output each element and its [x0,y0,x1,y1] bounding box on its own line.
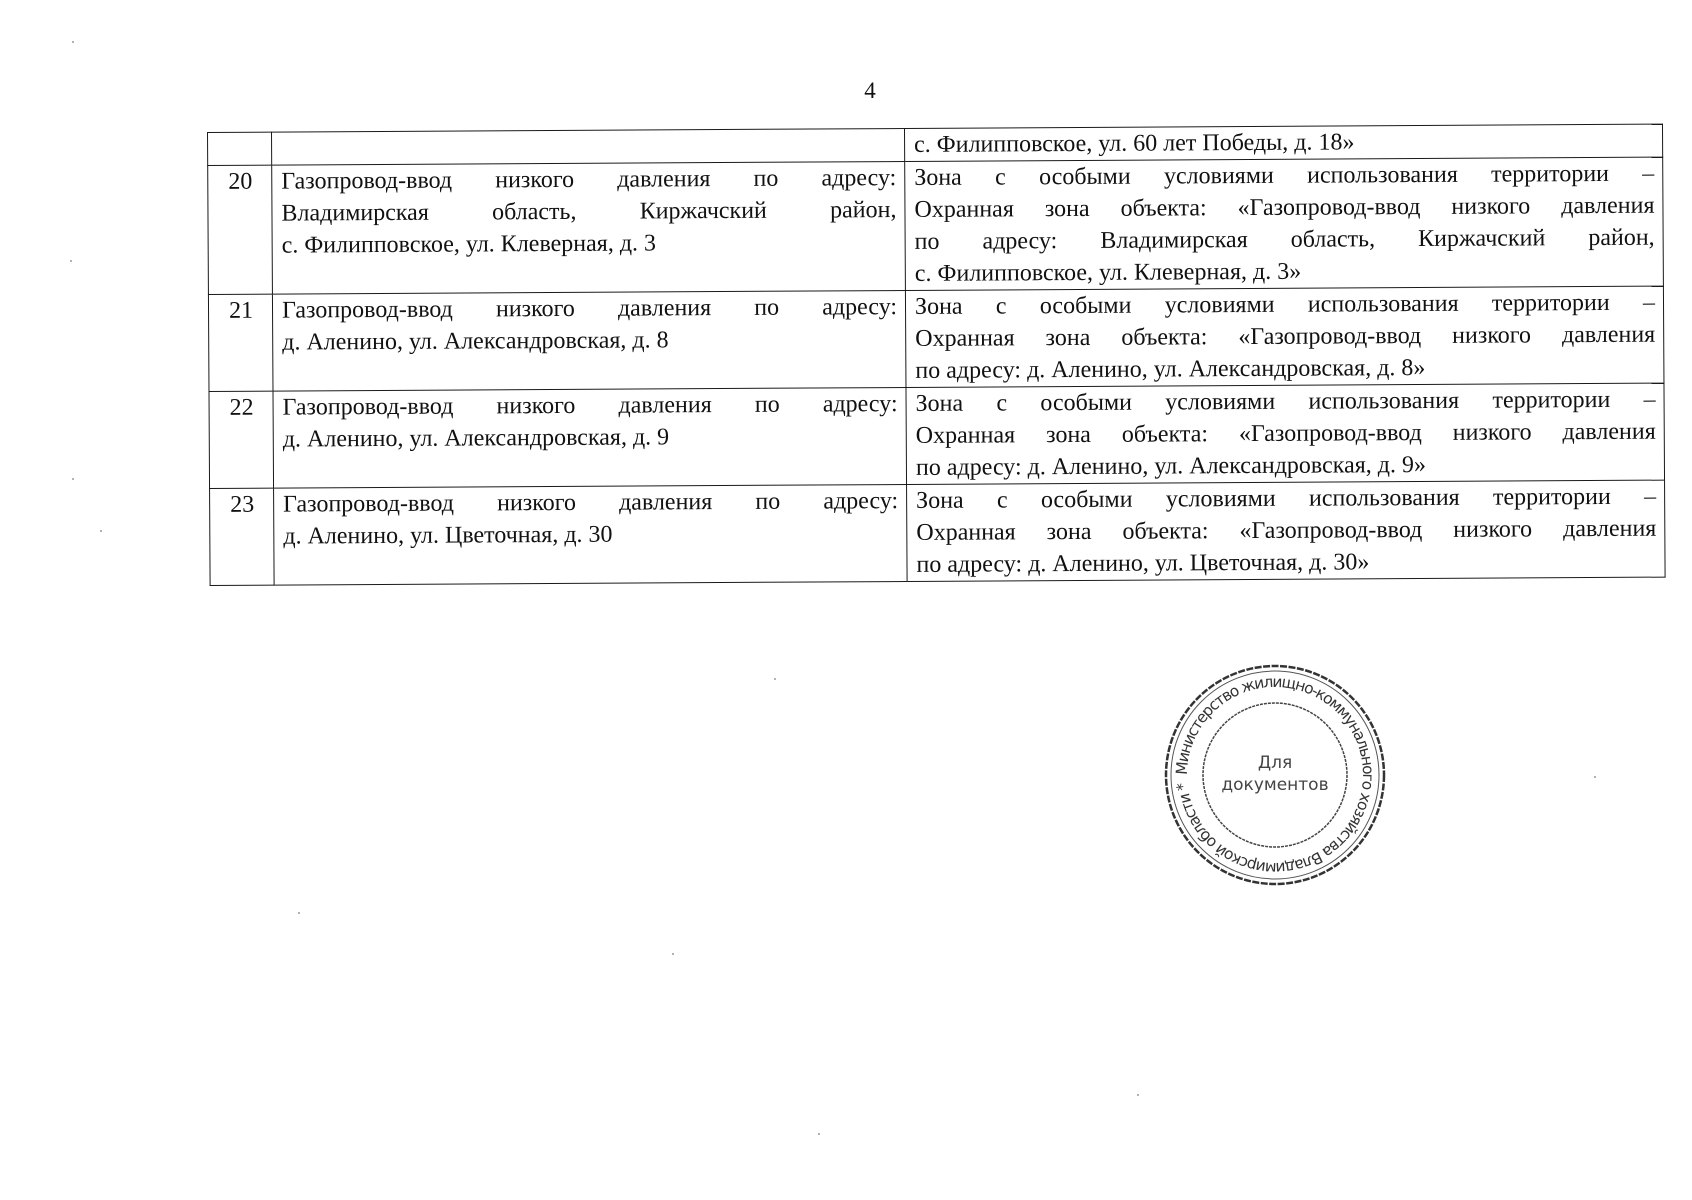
scan-speck [1594,776,1596,778]
object-name-line: д. Аленино, ул. Александровская, д. 9 [282,424,670,453]
row-number: 20 [208,165,273,294]
zone-description-line: Зона с особыми условиями использования территории – [916,483,1657,514]
zone-description-line: Охранная зона объекта: «Газопровод-ввод низкого давления [915,321,1656,352]
table-row [208,286,1664,391]
object-name-cell [272,128,905,165]
row-number [208,132,272,165]
zone-description-line: по адресу: д. Аленино, ул. Александровская, д. 9» [915,451,1427,481]
zone-description-line: Охранная зона объекта: «Газопровод-ввод низкого давления [916,515,1657,546]
stamp-ring-text: Министерство жилищно-коммунального хозяйства Владимирской области * [1172,672,1378,878]
official-stamp [1160,660,1390,890]
zone-description-cell [906,383,1665,484]
scan-speck [672,953,674,955]
table-row [209,383,1665,488]
stamp-center-text-1: Для [1257,753,1293,773]
zone-description-line: Зона с особыми условиями использования территории – [915,386,1656,417]
object-name-cell [274,484,908,585]
zone-description-line: по адресу: Владимирская область, Киржачский район, [914,224,1655,255]
scan-speck [1137,1094,1139,1096]
object-name-cell [272,290,906,391]
object-name-line: д. Аленино, ул. Александровская, д. 8 [282,327,669,356]
scan-speck [70,260,72,262]
table-row [208,157,1664,294]
object-name-line: д. Аленино, ул. Цветочная, д. 30 [283,521,613,550]
zone-description-line: Охранная зона объекта: «Газопровод-ввод низкого давления [915,418,1656,449]
object-name-cell [273,387,907,488]
zones-table [207,124,1666,586]
zone-description-line: Зона с особыми условиями использования территории – [914,160,1655,191]
object-name-line: Газопровод-ввод низкого давления по адресу: [281,294,898,324]
zone-description-line: с. Филипповское, ул. Клеверная, д. 3» [914,258,1302,287]
object-name-line: Владимирская область, Киржачский район, [281,197,897,227]
row-number: 21 [208,294,273,391]
object-name-line: Газопровод-ввод низкого давления по адресу: [281,165,897,195]
scan-speck [72,41,74,43]
scan-speck [818,1133,820,1135]
scan-speck [298,912,300,914]
scan-speck [100,530,102,532]
zone-description-cell [905,286,1664,387]
object-name-line: Газопровод-ввод низкого давления по адресу: [282,391,898,421]
zone-description-line: Охранная зона объекта: «Газопровод-ввод низкого давления [914,192,1655,223]
zone-description-cell [904,124,1662,161]
object-name-cell [272,161,906,294]
row-number: 22 [209,391,274,488]
zone-description-cell [907,480,1666,581]
stamp-center-text-2: документов [1221,775,1329,795]
zone-description-line: по адресу: д. Аленино, ул. Цветочная, д. 30» [916,549,1370,578]
scan-speck [72,478,74,480]
table-row [210,480,1666,585]
object-name-line: с. Филипповское, ул. Клеверная, д. 3 [281,230,657,259]
zone-description-line: с. Филипповское, ул. 60 лет Победы, д. 18» [914,129,1355,158]
row-number: 23 [210,488,275,585]
zone-description-cell [905,157,1664,290]
object-name-line: Газопровод-ввод низкого давления по адресу: [283,488,899,518]
page-number: 4 [864,78,876,103]
scan-speck [774,678,776,680]
zone-description-line: Зона с особыми условиями использования территории – [914,289,1656,320]
zone-description-line: по адресу: д. Аленино, ул. Александровская, д. 8» [915,354,1426,384]
